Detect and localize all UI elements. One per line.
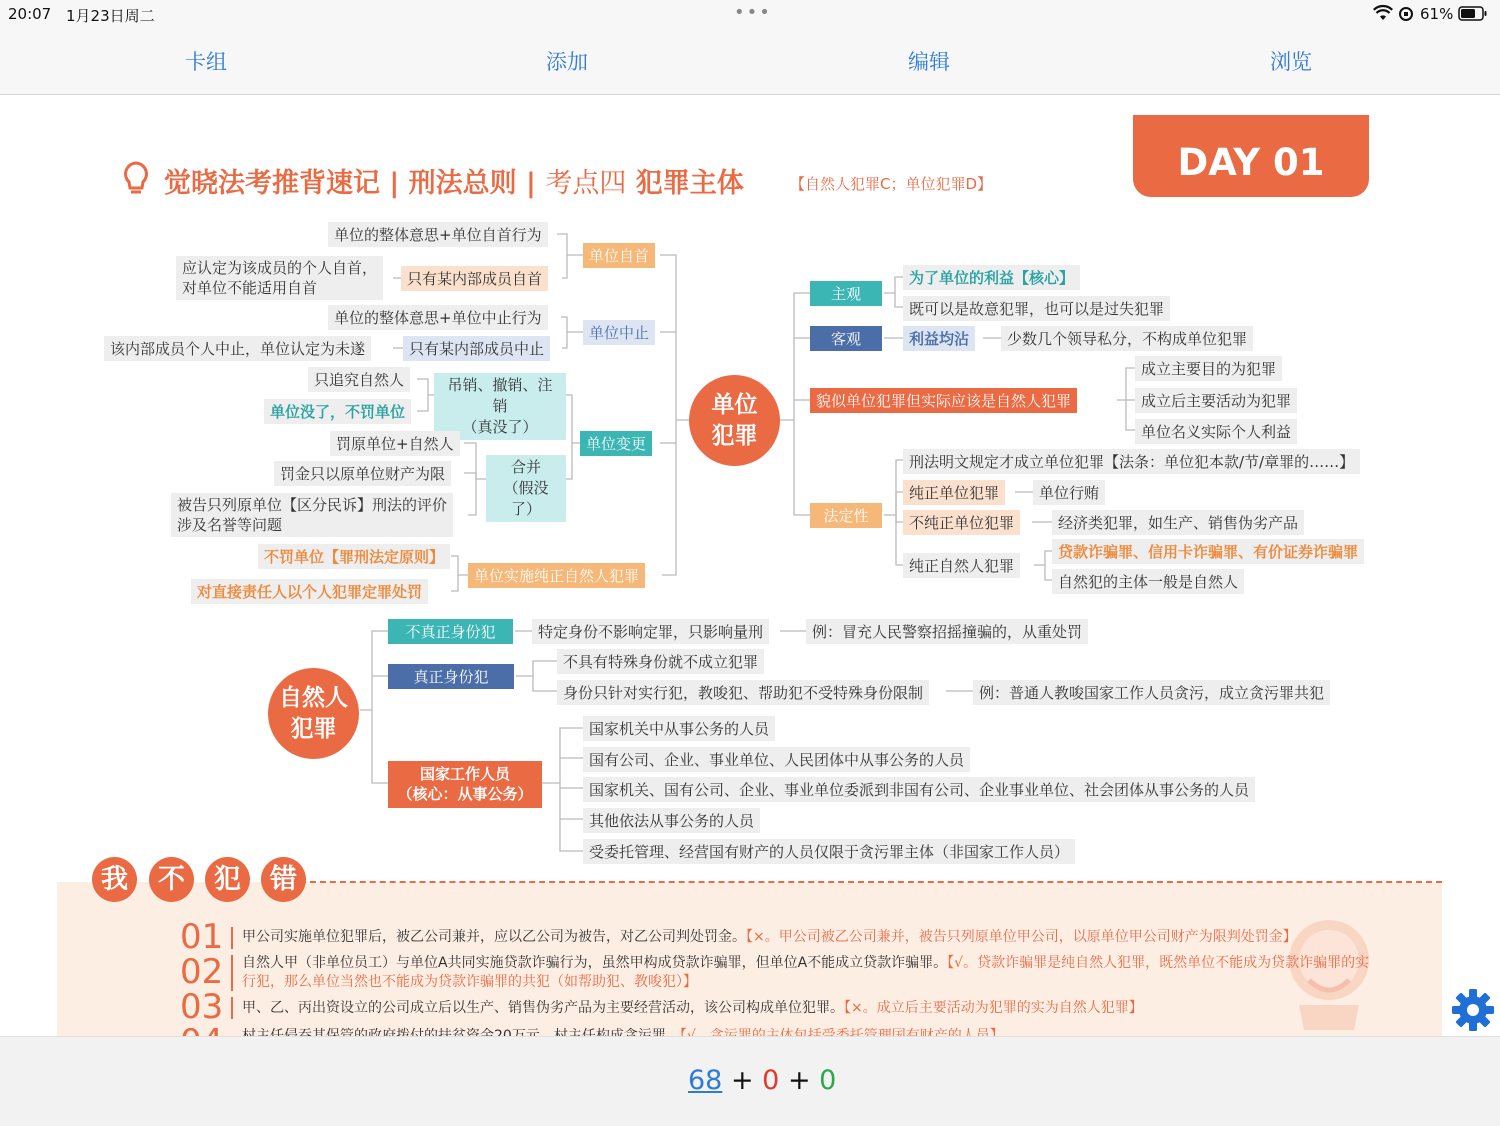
node-pure-unit-ex: 单位行贿 — [1033, 480, 1105, 505]
node-impure-unit-ex: 经济类犯罪，如生产、销售伪劣产品 — [1052, 510, 1304, 535]
review-counts — [688, 1065, 836, 1096]
count-new[interactable]: 68 — [688, 1065, 723, 1096]
day-badge: DAY 01 — [1133, 115, 1369, 197]
node-merge-c: 被告只列原单位【区分民诉】刑法的评价 涉及名誉等问题 — [171, 493, 453, 537]
node-pure-nat-a: 贷款诈骗罪、信用卡诈骗罪、有价证券诈骗罪 — [1052, 539, 1364, 564]
node-sp-b-note: 该内部成员个人中止，单位认定为未遂 — [104, 336, 371, 361]
node-revoke-a: 只追究自然人 — [308, 367, 410, 392]
battery-icon — [1458, 6, 1488, 26]
node-impure-unit: 不纯正单位犯罪 — [903, 510, 1020, 535]
count-learn: 0 — [762, 1065, 780, 1096]
mistake-number-3: 03 — [180, 987, 224, 1027]
nav-bar — [0, 30, 1500, 95]
node-seem-unit: 貌似单位犯罪但实际应该是自然人犯罪 — [810, 388, 1077, 413]
node-true-a: 不具有特殊身份就不成立犯罪 — [557, 649, 764, 674]
orientation-lock-icon — [1398, 6, 1414, 26]
wifi-icon — [1373, 5, 1393, 25]
node-fake-identity: 不真正身份犯 — [388, 619, 513, 644]
node-pn-b: 对直接责任人以个人犯罪定罪处罚 — [191, 579, 428, 604]
node-obj-b: 少数几个领导私分，不构成单位犯罪 — [1001, 326, 1253, 351]
mistakes-badge-4: 错 — [261, 857, 306, 902]
plus-sign: + — [787, 1065, 811, 1096]
node-merge: 合并 （假没了） — [486, 455, 566, 522]
title-note: 【自然人犯罪C；单位犯罪D】 — [790, 175, 993, 193]
status-time: 20:07 — [8, 5, 52, 23]
node-merge-b: 罚金只以原单位财产为限 — [274, 461, 451, 486]
node-unit-crime: 单位 犯罪 — [689, 375, 780, 466]
node-seem-b: 成立后主要活动为犯罪 — [1135, 388, 1297, 413]
multitask-dots[interactable]: ••• — [734, 2, 772, 23]
node-staff-item-5: 受委托管理、经营国有财产的人员仅限于贪污罪主体（非国家工作人员） — [583, 839, 1075, 864]
tab-browse[interactable]: 浏览 — [1270, 50, 1312, 74]
mistake-bar-3 — [231, 997, 233, 1019]
node-unit-suspend: 单位中止 — [583, 320, 655, 345]
node-staff-item-3: 国家机关、国有公司、企业、事业单位委派到非国有公司、企业事业单位、社会团体从事公务的人员 — [583, 777, 1255, 802]
node-pure-nat: 纯正自然人犯罪 — [903, 553, 1020, 578]
node-ss-b: 只有某内部成员自首 — [401, 266, 548, 291]
card-title: 觉晓法考推背速记 | 刑法总则 | 考点四 犯罪主体 — [164, 168, 744, 199]
node-staff-item-1: 国家机关中从事公务的人员 — [583, 716, 775, 741]
mistake-number-1: 01 — [180, 917, 224, 957]
node-true-ex: 例：普通人教唆国家工作人员贪污，成立贪污罪共犯 — [973, 680, 1330, 705]
mistakes-badge-2: 不 — [149, 857, 194, 902]
tab-decks[interactable]: 卡组 — [185, 50, 227, 74]
node-sp-a: 单位的整体意思+单位中止行为 — [328, 305, 548, 330]
plus-sign: + — [730, 1065, 754, 1096]
mistake-bar-1 — [231, 927, 233, 949]
node-ss-a: 单位的整体意思+单位自首行为 — [328, 222, 548, 247]
node-merge-a: 罚原单位+自然人 — [330, 431, 460, 456]
node-subj-b: 既可以是故意犯罪，也可以是过失犯罪 — [903, 296, 1170, 321]
node-natural-crime: 自然人 犯罪 — [268, 668, 359, 759]
gear-icon[interactable] — [1451, 988, 1495, 1036]
node-unit-change: 单位变更 — [580, 431, 652, 456]
status-bar — [0, 0, 1500, 30]
node-pure-natural-by-unit: 单位实施纯正自然人犯罪 — [468, 563, 645, 588]
mistake-text-1: 甲公司实施单位犯罪后，被乙公司兼并，应以乙公司为被告，对乙公司判处罚金。【×。甲公司被乙公司兼并，被告只列原单位甲公司，以原单位甲公司财产为限判处罚金】 — [242, 929, 1297, 945]
node-ss-b-note: 应认定为该成员的个人自首， 对单位不能适用自首 — [176, 256, 383, 300]
node-subj-a: 为了单位的利益【核心】 — [903, 265, 1080, 290]
tab-edit[interactable]: 编辑 — [908, 50, 950, 74]
mistake-number-2: 02 — [180, 952, 224, 992]
node-revoke-b: 单位没了，不罚单位 — [264, 399, 411, 424]
card-content[interactable] — [0, 95, 1500, 1036]
node-staff-item-4: 其他依法从事公务的人员 — [583, 808, 760, 833]
node-true-b: 身份只针对实行犯，教唆犯、帮助犯不受特殊身份限制 — [557, 680, 929, 705]
node-pure-nat-b: 自然犯的主体一般是自然人 — [1052, 569, 1244, 594]
node-fake-a: 特定身份不影响定罪，只影响量刑 — [532, 619, 769, 644]
node-pn-a: 不罚单位【罪刑法定原则】 — [258, 544, 450, 569]
node-revoke: 吊销、撤销、注销 （真没了） — [434, 373, 566, 440]
mistake-text-2: 自然人甲（非单位员工）与单位A共同实施贷款诈骗行为，虽然甲构成贷款诈骗罪，但单位A不能成立贷款诈骗罪。【√。贷款诈骗罪是纯自然人犯罪，既然单位不能成为贷款诈骗罪的实行犯，那么单位当然也不能成为贷款诈骗罪的共犯（如帮助犯、教唆犯）】 — [242, 955, 1370, 990]
status-date: 1月23日周二 — [66, 7, 155, 25]
node-objective: 客观 — [810, 326, 882, 351]
node-sp-b: 只有某内部成员中止 — [403, 336, 550, 361]
mistakes-divider — [300, 881, 1442, 883]
node-subjective: 主观 — [810, 281, 882, 306]
node-state-staff: 国家工作人员 （核心：从事公务） — [388, 761, 542, 808]
mistake-bar-2 — [231, 955, 233, 991]
node-seem-a: 成立主要目的为犯罪 — [1135, 356, 1282, 381]
node-pure-unit: 纯正单位犯罪 — [903, 480, 1005, 505]
count-review: 0 — [819, 1065, 837, 1096]
node-legal: 法定性 — [810, 503, 882, 528]
node-legal-a: 刑法明文规定才成立单位犯罪【法条：单位犯本款/节/章罪的……】 — [903, 449, 1360, 474]
mistakes-badge-1: 我 — [92, 857, 137, 902]
node-fake-ex: 例：冒充人民警察招摇撞骗的，从重处罚 — [806, 619, 1088, 644]
mistake-text-3: 甲、乙、丙出资设立的公司成立后以生产、销售伪劣产品为主要经营活动，该公司构成单位犯罪。【×。成立后主要活动为犯罪的实为自然人犯罪】 — [242, 1000, 1143, 1016]
tab-add[interactable]: 添加 — [546, 50, 588, 74]
mistakes-badge-3: 犯 — [205, 857, 250, 902]
node-seem-c: 单位名义实际个人利益 — [1135, 419, 1297, 444]
node-staff-item-2: 国有公司、企业、事业单位、人民团体中从事公务的人员 — [583, 747, 970, 772]
battery-percent: 61% — [1420, 5, 1454, 23]
lightbulb-icon — [120, 160, 152, 200]
review-footer — [0, 1036, 1500, 1126]
node-obj-a: 利益均沾 — [903, 326, 975, 351]
node-true-identity: 真正身份犯 — [388, 664, 514, 689]
node-unit-self-surrender: 单位自首 — [583, 243, 655, 268]
